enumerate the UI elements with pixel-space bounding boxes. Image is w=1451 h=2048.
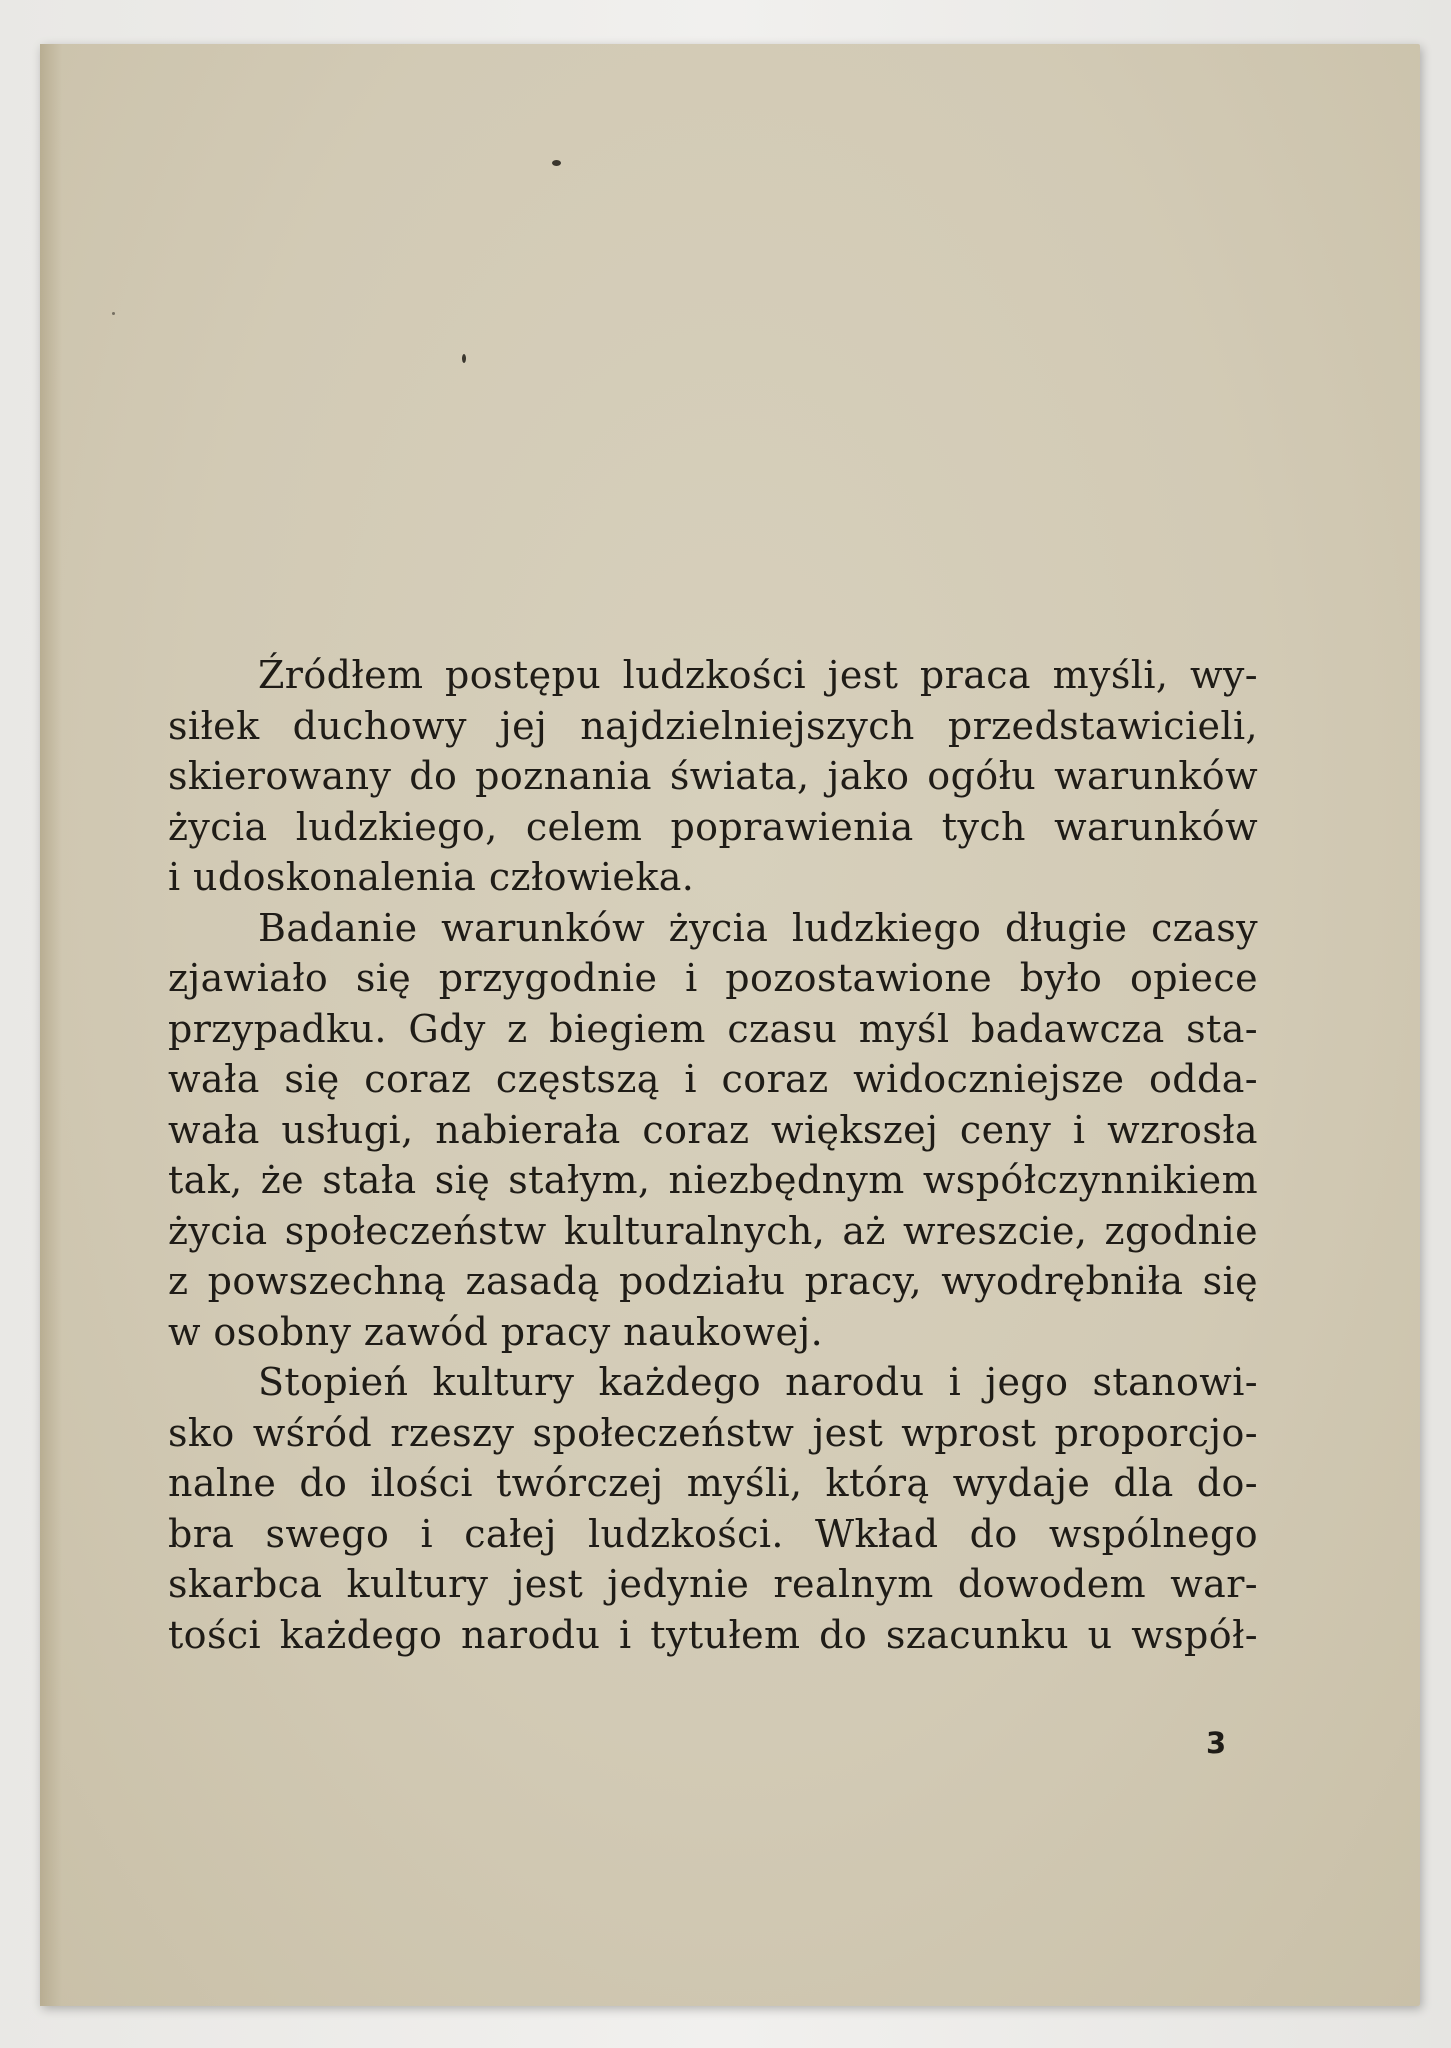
text-line: siłek duchowy jej najdzielniejszych przedstawicieli, [168,703,1258,748]
text-line: bra swego i całej ludzkości. Wkład do wspólnego [168,1511,1258,1556]
paper-speck [112,312,115,315]
text-line: Stopień kultury każdego narodu i jego stanowi- [258,1360,1258,1404]
text-line: przypadku. Gdy z biegiem czasu myśl badawcza sta- [168,1006,1258,1051]
text-line: życia ludzkiego, celem poprawienia tych warunków [168,804,1258,849]
text-line: Badanie warunków życia ludzkiego długie czasy [258,905,1258,950]
paragraph-2 [168,903,1258,1358]
text-line: Źródłem postępu ludzkości jest praca myśli, wy- [258,653,1258,697]
book-page [40,44,1420,2006]
text-line: z powszechną zasadą podziału pracy, wyodrębniła się [168,1259,1258,1303]
text-line: zjawiało się przygodnie i pozostawione było opiece [168,956,1258,1000]
text-line: i udoskonalenia człowieka. [168,855,695,899]
page-number: 3 [1206,1726,1227,1760]
paper-speck [462,354,466,363]
page-gutter-shadow [40,44,62,2006]
paragraph-1 [168,650,1258,903]
paragraph-3 [168,1357,1258,1660]
text-line: skierowany do poznania świata, jako ogółu warunków [168,754,1258,798]
text-line: wała usługi, nabierała coraz większej ceny i wzrosła [168,1107,1258,1152]
text-line: skarbca kultury jest jedynie realnym dowodem war- [168,1562,1258,1606]
text-line: tości każdego narodu i tytułem do szacunku u współ- [168,1612,1258,1657]
text-line: nalne do ilości twórczej myśli, którą wydaje dla do- [168,1461,1258,1505]
text-line: życia społeczeństw kulturalnych, aż wreszcie, zgodnie [168,1208,1258,1253]
paper-speck [552,160,561,166]
body-text [168,650,1258,1660]
text-line: w osobny zawód pracy naukowej. [168,1309,824,1354]
text-line: wała się coraz częstszą i coraz widoczniejsze odda- [168,1057,1258,1101]
text-line: tak, że stała się stałym, niezbędnym współczynnikiem [168,1158,1258,1202]
text-line: sko wśród rzeszy społeczeństw jest wprost proporcjo- [168,1410,1258,1455]
